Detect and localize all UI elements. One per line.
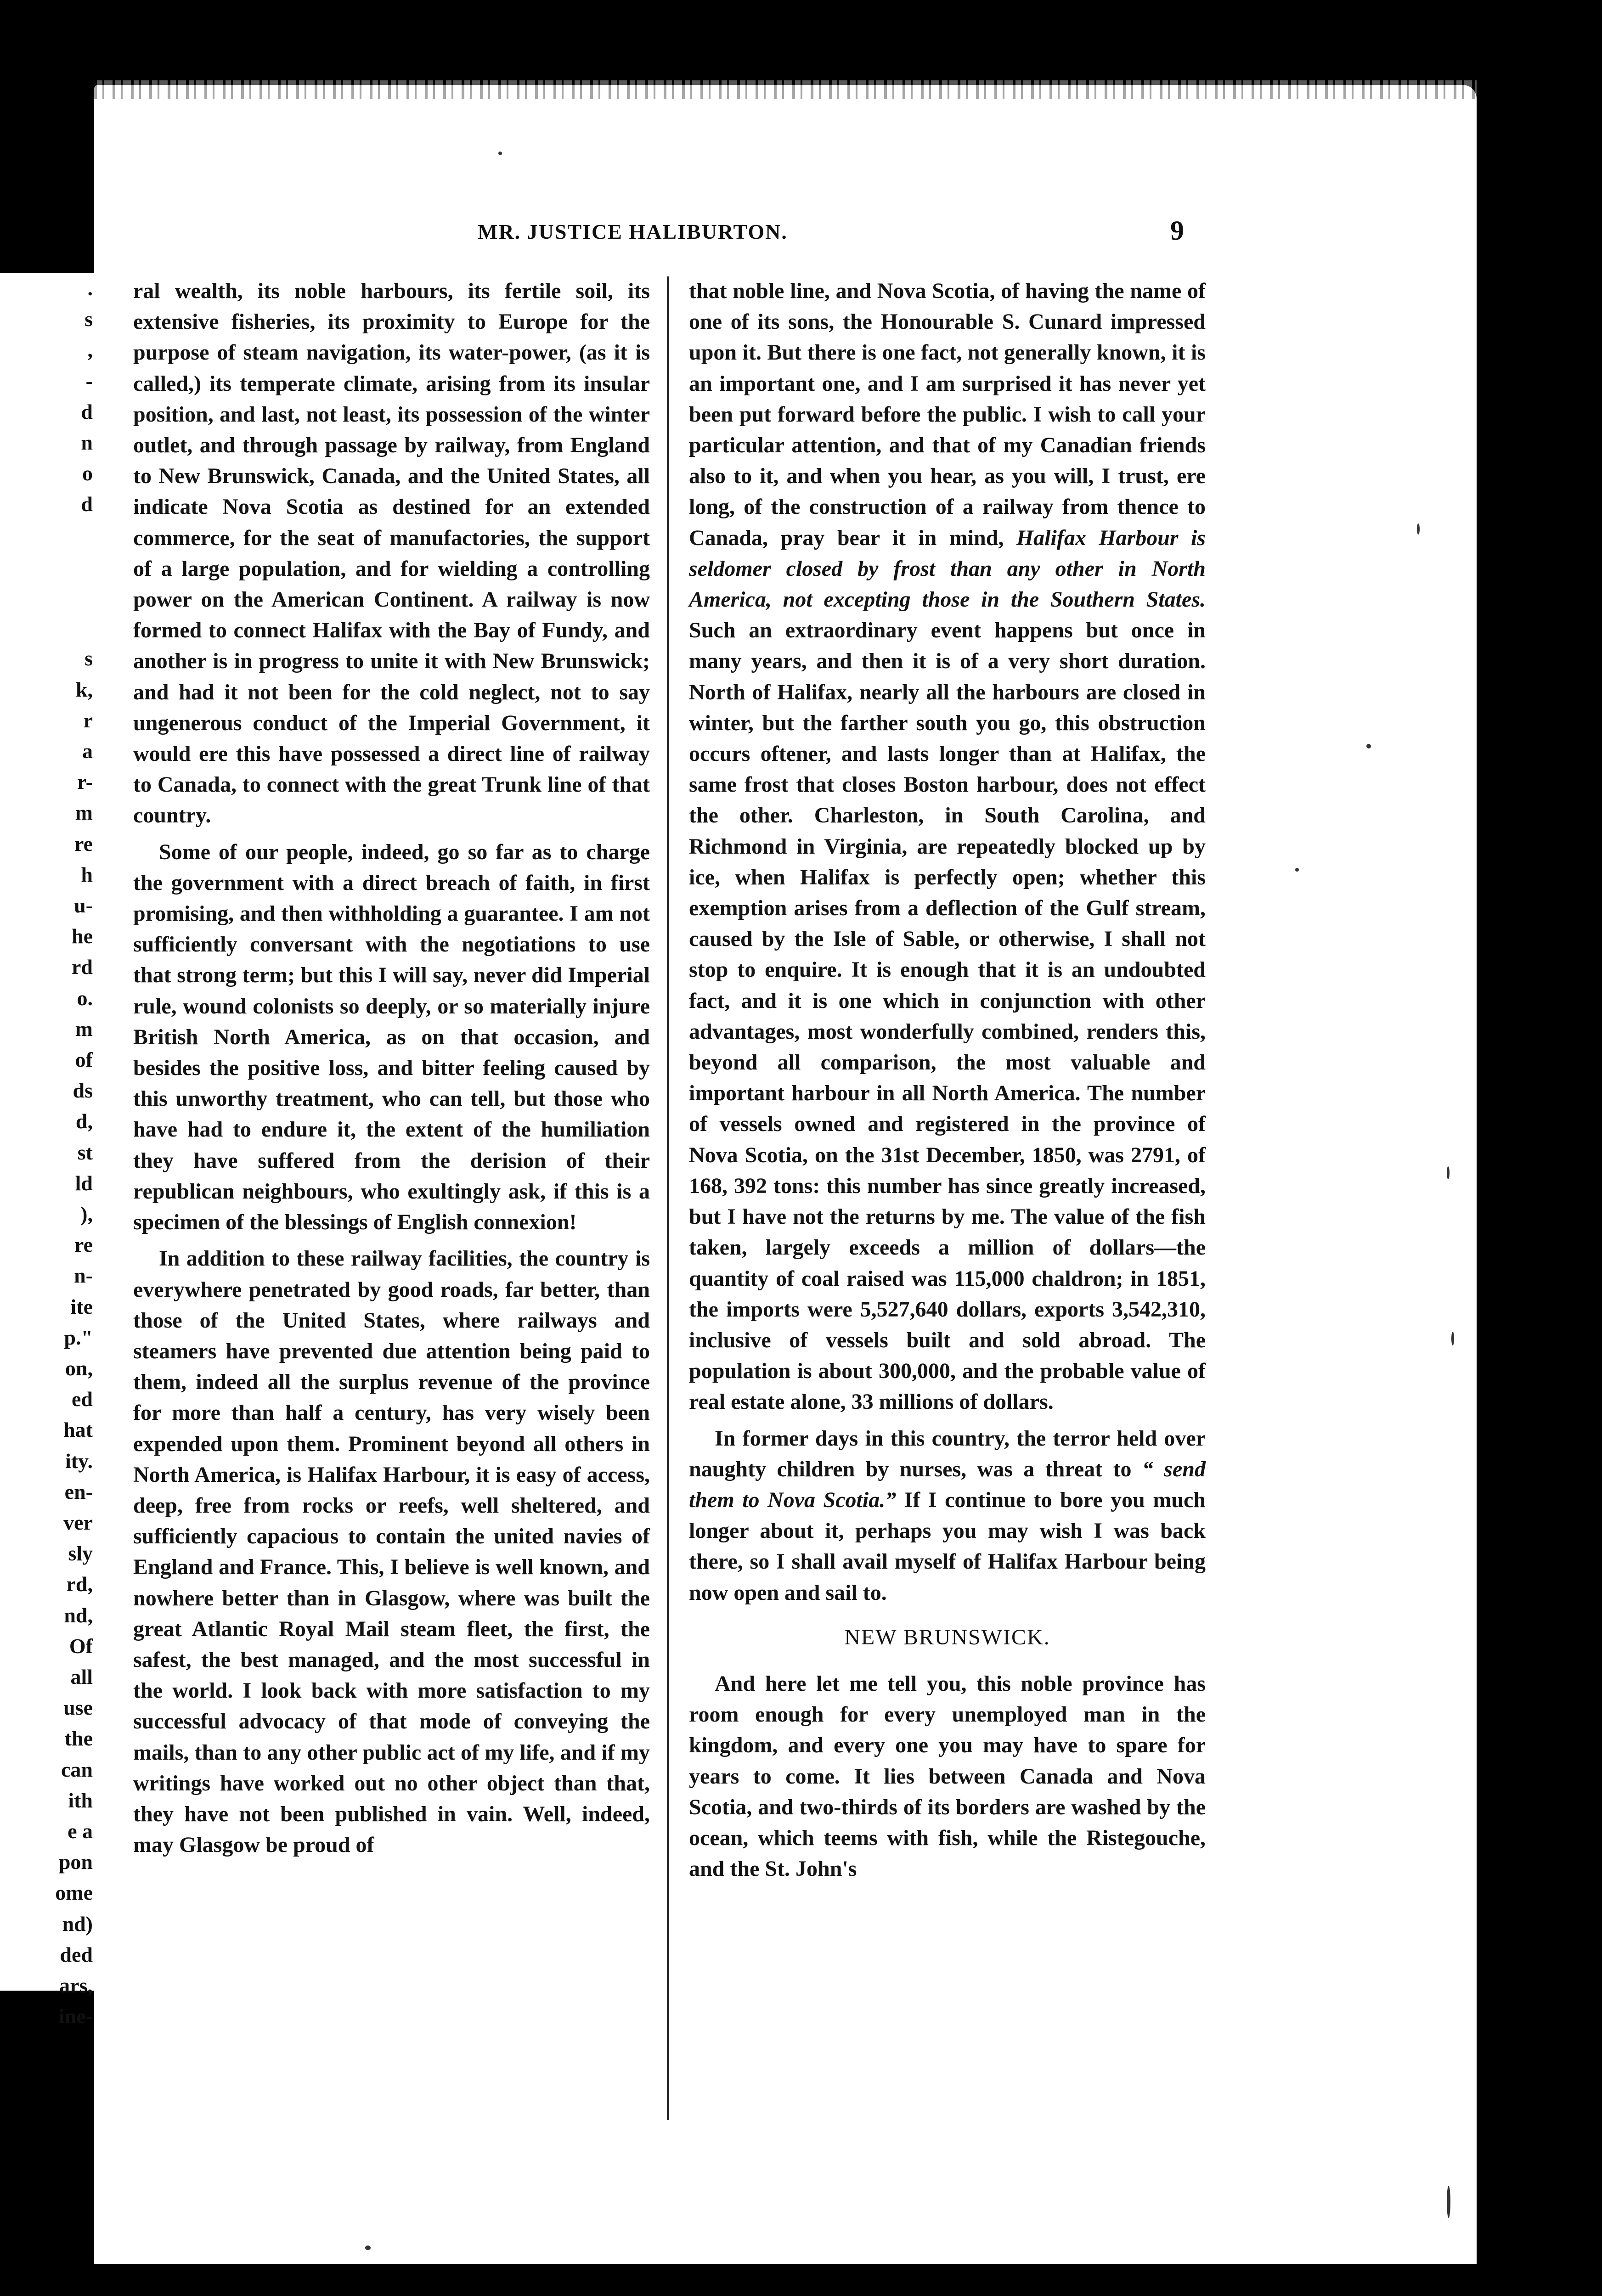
- bottom-edge-shadow: [94, 2264, 1477, 2278]
- facing-page-fragment: on,: [65, 1356, 93, 1380]
- facing-page-fragment: r: [83, 708, 93, 732]
- facing-page-fragment: m: [75, 1017, 93, 1041]
- facing-page-fragment: re: [74, 832, 93, 855]
- text-run: In former days in this country, the terror held over naughty children by nurses, was a threat to: [689, 1426, 1206, 1481]
- facing-page-fragment: rd: [72, 955, 93, 979]
- paragraph: [689, 276, 1206, 1418]
- left-column: [133, 276, 650, 1860]
- facing-page-fragment: ome: [55, 1881, 93, 1905]
- facing-page-fragment: en-: [64, 1480, 93, 1503]
- facing-page-fragment: the: [64, 1727, 93, 1750]
- top-edge-scan-noise: [94, 80, 1477, 99]
- paragraph: [689, 1423, 1206, 1608]
- facing-page-fragment: rd,: [66, 1572, 93, 1596]
- facing-page-fragment: ded: [60, 1942, 93, 1966]
- facing-page-fragment: ed: [72, 1387, 93, 1411]
- facing-page-fragment: ver: [63, 1511, 93, 1534]
- paragraph: In addition to these railway facilities, the country is everywhere penetrated by good roads, far better, than those of the United States, where railways and steamers have prevented due attention being paid to them, indeed all the surplus revenue of the province for more than half a century, has very wisely been expended upon them. Prominent beyond all others in North America, is Halifax Harbour, it is easy of access, deep, free from rocks or reefs, well sheltered, and sufficiently capacious to contain the united navies of England and France. This, I believe is well known, and nowhere better than in Glasgow, where was built the great Atlantic Royal Mail steam fleet, the first, the safest, the best managed, and the most successful in the world. I look back with more satisfaction to my successful advocacy of that mode of conveying the mails, than to any other public act of my life, and if my writings have worked out no other object than that, they have not been published in vain. Well, indeed, may Glasgow be proud of: [133, 1246, 650, 1857]
- facing-page-fragment: ,: [87, 338, 93, 362]
- italic-text-run: Halifax Harbour is seldomer closed by frost than any other in North America, not excepting those in the Southern States.: [689, 525, 1206, 612]
- facing-page-fragment: s: [85, 307, 93, 331]
- facing-page-fragment: a: [82, 739, 93, 763]
- facing-page-fragment: sly: [68, 1542, 93, 1565]
- facing-page-fragment: p.": [64, 1325, 93, 1349]
- facing-page-fragment: ld: [75, 1171, 93, 1195]
- facing-page-fragment: n: [81, 431, 93, 454]
- facing-page-fragment: n-: [74, 1264, 93, 1288]
- facing-page-fragment: of: [75, 1048, 93, 1071]
- speck: [1447, 2186, 1450, 2218]
- facing-page-fragment: m: [75, 801, 93, 825]
- facing-page-fragment: d: [81, 400, 93, 423]
- facing-page-fragment: he: [72, 924, 93, 948]
- facing-page-fragment: ds: [73, 1079, 93, 1103]
- facing-page-fragment: nd,: [64, 1603, 93, 1627]
- facing-page-fragment: e a: [68, 1819, 93, 1843]
- facing-page-fragment: d,: [75, 1109, 93, 1133]
- facing-page-fragment: nd): [62, 1912, 93, 1936]
- facing-page-fragment: o.: [77, 986, 93, 1010]
- facing-page-fragment: k,: [75, 677, 93, 701]
- speck: [1451, 1332, 1454, 1345]
- facing-page-fragment: all: [70, 1665, 93, 1688]
- facing-page-fragment: ity.: [65, 1449, 93, 1473]
- facing-page-fragment: ith: [68, 1788, 93, 1812]
- facing-page-fragment: use: [63, 1696, 93, 1720]
- text-run: that noble line, and Nova Scotia, of having the name of one of its sons, the Honourable S. Cunard impressed upon it. But there is one fact, not generally known, it is an important one, and I am surprised it has never yet been put forward before the public. I wish to call your particular attention, and that of my Canadian friends also to it, and when you hear, as you will, I trust, ere long, of the construction of a railway from thence to Canada, pray bear it in mind,: [689, 279, 1206, 550]
- paragraph: And here let me tell you, this noble province has room enough for every unemployed man in the kingdom, and every one you may have to spare for years to come. It lies between Canada and Nova Scotia, and two-thirds of its borders are washed by the ocean, which teems with fish, while the Ristegouche, and the St. John's: [689, 1671, 1206, 1881]
- text-run: Such an extraordinary event happens but once in many years, and then it is of a very short duration. North of Halifax, nearly all the harbours are closed in winter, but the farther south you go, this obstruction occurs oftener, and lasts longer than at Halifax, the same frost that closes Boston harbour, does not effect the other. Charleston, in South Carolina, and Richmond in Virginia, are repeatedly blocked up by ice, when Halifax is perfectly open; whether this exemption arises from a deflection of the Gulf stream, caused by the Isle of Sable, or otherwise, I shall not stop to enquire. It is enough that it is an undoubted fact, and it is one which in conjunction with other advantages, most wonderfully combined, renders this, beyond all comparison, the most valuable and important harbour in all North America. The number of vessels owned and registered in the province of Nova Scotia, on the 31st December, 1850, was 2791, of 168, 392 tons: this number has since greatly increased, but I have not the returns by me. The value of the fish taken, largely exceeds a million of dollars—the quantity of coal raised was 115,000 chaldron; in 1851, the imports were 5,527,640 dollars, exports 3,542,310, inclusive of vessels built and sold abroad. The population is about 300,000, and the probable value of real estate alone, 33 millions of dollars.: [689, 618, 1206, 1414]
- italic-text-run: “ send them to Nova Scotia.”: [689, 1457, 1206, 1512]
- facing-page-fragment: u-: [74, 894, 93, 917]
- facing-page-fragment: st: [77, 1140, 93, 1164]
- facing-page-fragments: [0, 273, 96, 2028]
- facing-page-fragment: d: [81, 492, 93, 516]
- facing-page-fragment: Of: [69, 1634, 93, 1658]
- page-number: 9: [1170, 215, 1184, 246]
- section-heading: NEW BRUNSWICK.: [844, 1625, 1050, 1649]
- facing-page-fragment: r-: [77, 770, 93, 794]
- paragraph: ral wealth, its noble harbours, its fertile soil, its extensive fisheries, its proximity to Europe for the purpose of steam navigation, its water-power, (as it is called,) its temperate climate, arising from its insular position, and last, not least, its possession of the winter outlet, and through passage by railway, from England to New Brunswick, Canada, and the United States, all indicate Nova Scotia as destined for an extended commerce, for the seat of manufactories, the support of a large population, and for wielding a controlling power on the American Continent. A railway is now formed to connect Halifax with the Bay of Fundy, and another is in progress to unite it with New Brunswick; and had it not been for the cold neglect, not to say ungenerous conduct of the Imperial Government, it would ere this have possessed a direct line of railway to Canada, to connect with the great Trunk line of that country.: [133, 279, 650, 828]
- text-run: If I continue to bore you much longer about it, perhaps you may wish I was back there, so I shall avail myself of Halifax Harbour being now open and sail to.: [689, 1487, 1206, 1605]
- facing-page-fragment: ite: [70, 1294, 93, 1318]
- speck: [498, 152, 502, 155]
- column-divider-rule: [667, 276, 669, 2120]
- speck: [1366, 744, 1371, 748]
- right-column: [689, 276, 1206, 1884]
- running-head: MR. JUSTICE HALIBURTON.: [478, 220, 788, 243]
- facing-page-fragment: hat: [63, 1418, 93, 1442]
- facing-page-fragment: o: [82, 461, 93, 485]
- facing-page-fragment: -: [85, 369, 93, 393]
- facing-page-fragment: s: [85, 647, 93, 670]
- speck: [1447, 1166, 1450, 1179]
- facing-page-fragment: ine-: [58, 2004, 93, 2028]
- facing-page-fragment: ars,: [59, 1974, 93, 1997]
- facing-page-fragment: ),: [80, 1202, 93, 1226]
- paragraph: Some of our people, indeed, go so far as to charge the government with a direct breach of faith, in first promising, and then withholding a guarantee. I am not sufficiently conversant with the negotiations to use that strong term; but this I will say, never did Imperial rule, wound colonists so deeply, or so materially injure British North America, as on that occasion, and besides the positive loss, and bitter feeling caused by this unworthy treatment, who can tell, but those who have had to endure it, the extent of the humiliation they have suffered from the derision of their republican neighbours, who exultingly ask, if this is a specimen of the blessings of English connexion!: [133, 839, 650, 1235]
- facing-page-fragment: pon: [58, 1850, 93, 1874]
- speck: [365, 2245, 371, 2250]
- facing-page-fragment: h: [81, 862, 93, 886]
- facing-page-fragment: can: [61, 1757, 93, 1781]
- speck: [1417, 523, 1420, 535]
- facing-page-fragment: .: [87, 276, 93, 300]
- facing-page-fragment: re: [74, 1233, 93, 1257]
- speck: [1295, 868, 1299, 872]
